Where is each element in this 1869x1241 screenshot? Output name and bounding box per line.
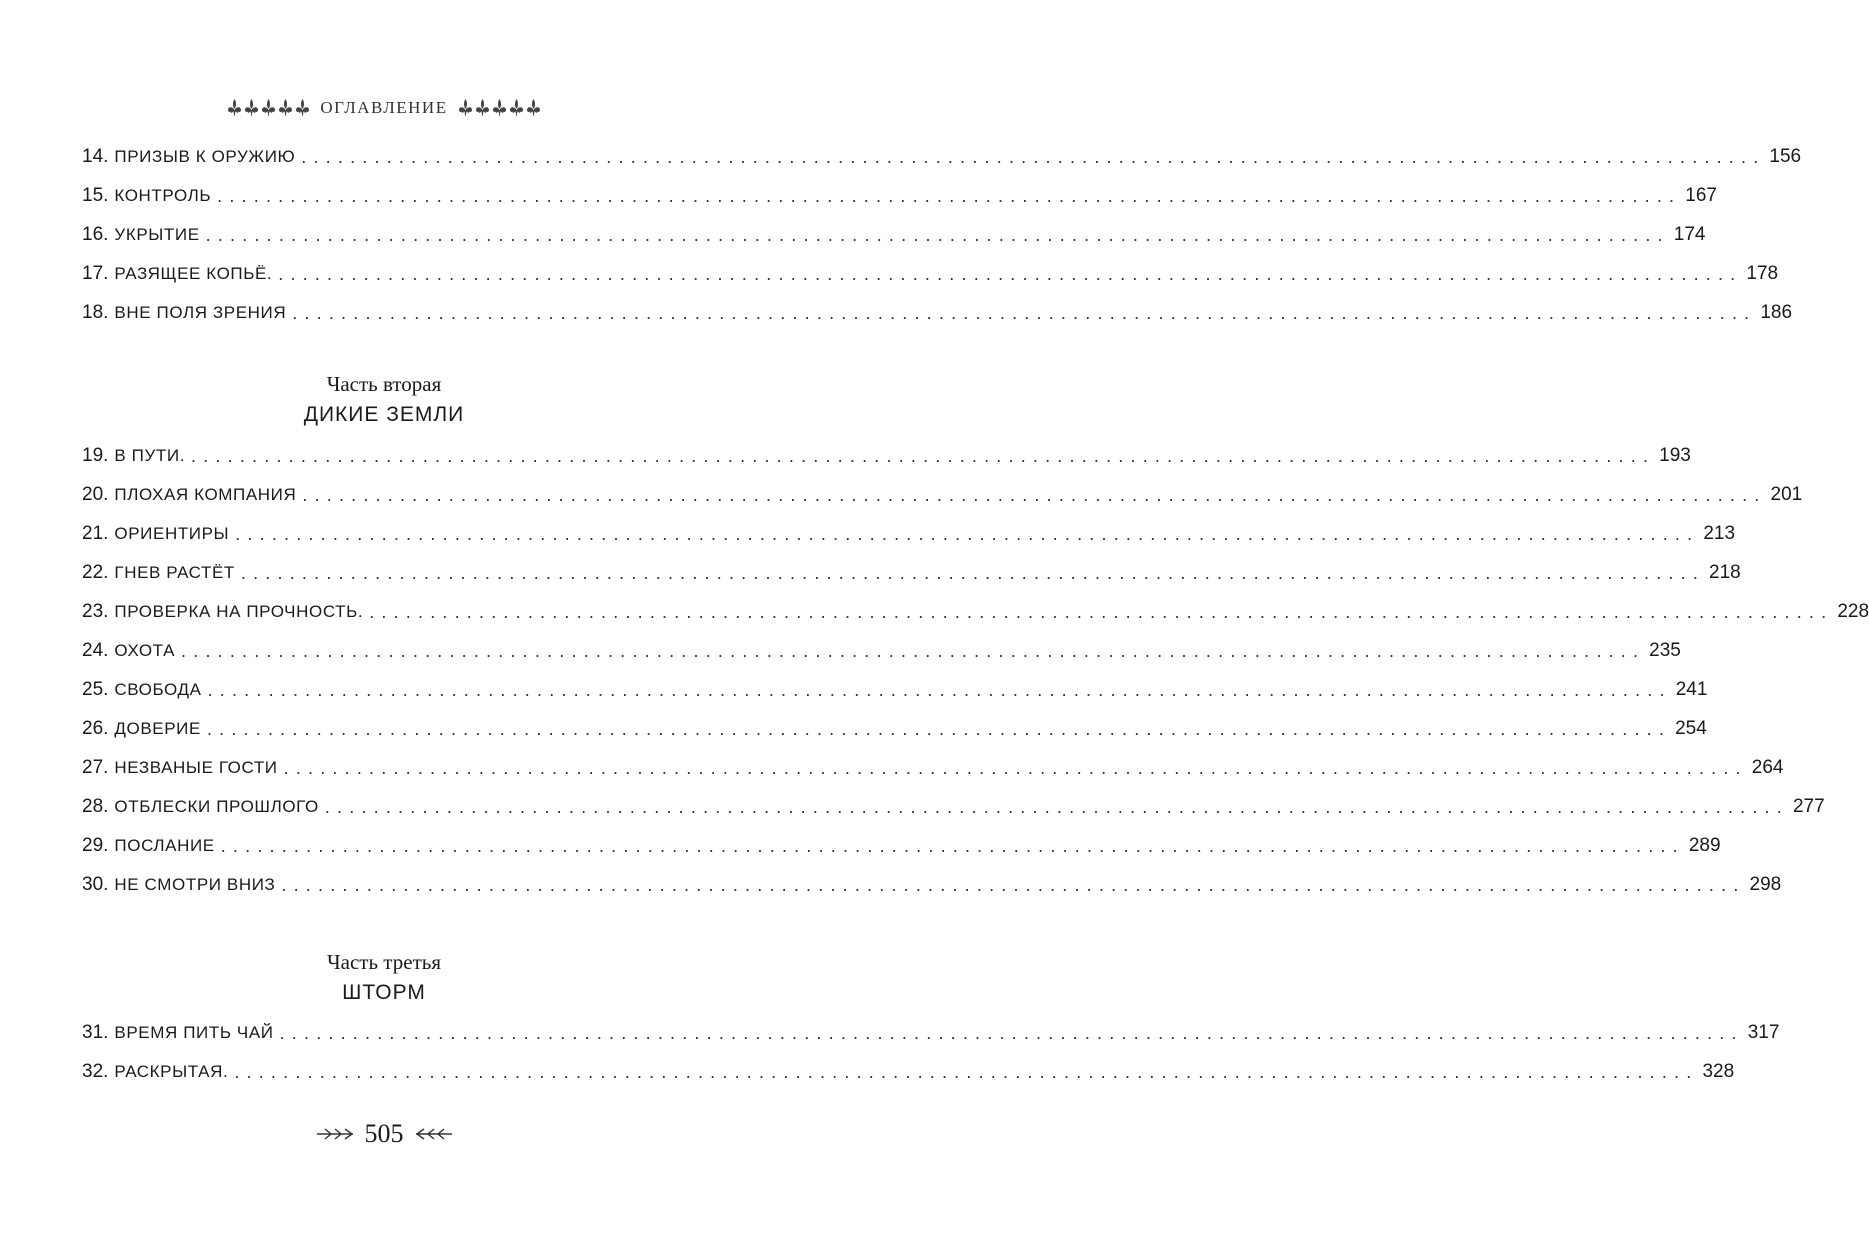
fleur-de-lis-icon: [227, 98, 242, 118]
chapter-number: 29.: [82, 834, 109, 856]
page-ref: 317: [1747, 1021, 1780, 1043]
fleur-de-lis-icon: [458, 98, 541, 118]
chapter-number: 32.: [82, 1060, 109, 1082]
chapter-number: 21.: [82, 522, 109, 544]
toc-entry: [82, 137, 1802, 176]
page-ref: 289: [1688, 834, 1721, 856]
part-label: Часть вторая: [326, 372, 442, 396]
page-ref: 178: [1746, 262, 1779, 284]
toc-section-1: [82, 137, 1802, 332]
page-ref: 193: [1659, 444, 1691, 466]
chapter-number: 14.: [82, 145, 109, 167]
chapter-number: 27.: [82, 756, 109, 778]
chapter-title: ОХОТА: [114, 640, 176, 660]
part-name: ШТОРМ: [342, 981, 426, 1004]
fleur-de-lis-icon: [278, 98, 293, 118]
toc-entry: [82, 865, 1782, 904]
chapter-title: РАСКРЫТАЯ.: [114, 1061, 229, 1081]
fleur-de-lis-icon: [261, 98, 276, 118]
chapter-number: 28.: [82, 795, 109, 817]
part-three-heading: [0, 950, 768, 1005]
page-ref: 186: [1760, 301, 1793, 323]
page-ref: 156: [1769, 145, 1802, 167]
chapter-title: ПЛОХАЯ КОМПАНИЯ: [114, 484, 297, 504]
toc-entry: [82, 215, 1706, 254]
toc-entry: [82, 1052, 1735, 1091]
part-name: ДИКИЕ ЗЕМЛИ: [303, 403, 465, 426]
chapter-number: 23.: [82, 600, 109, 622]
chapter-number: 20.: [82, 483, 109, 505]
fleur-de-lis-icon: [492, 98, 507, 118]
toc-entry: [82, 826, 1721, 865]
toc-entry: [82, 631, 1681, 670]
chapter-title: ГНЕВ РАСТЁТ: [114, 562, 235, 582]
fleur-de-lis-icon: [227, 98, 310, 118]
dot-leader: ........................................................................................................................: [278, 263, 1743, 284]
page-ref: 201: [1770, 483, 1803, 505]
fleur-de-lis-icon: [458, 98, 473, 118]
chapter-title: КОНТРОЛЬ: [114, 185, 212, 205]
chapter-title: ВНЕ ПОЛЯ ЗРЕНИЯ: [114, 302, 287, 322]
fleur-de-lis-icon: [526, 98, 541, 118]
dot-leader: ........................................................................................................................: [324, 796, 1789, 817]
chapter-number: 30.: [82, 873, 109, 895]
chapter-title: ОТБЛЕСКИ ПРОШЛОГО: [114, 796, 319, 816]
chapter-number: 17.: [82, 262, 109, 284]
dot-leader: ........................................................................................................................: [207, 679, 1672, 700]
dot-leader: ........................................................................................................................: [217, 185, 1682, 206]
chapter-title: НЕЗВАНЫЕ ГОСТИ: [114, 757, 278, 777]
toc-entry: [82, 709, 1707, 748]
page-ref: 167: [1685, 184, 1717, 206]
header-title: ОГЛАВЛЕНИЕ: [320, 98, 448, 117]
page-ref: 254: [1675, 717, 1707, 739]
dot-leader: ........................................................................................................................: [206, 718, 1672, 739]
chapter-number: 16.: [82, 223, 109, 245]
toc-entry: [82, 254, 1779, 293]
toc-entry: [82, 475, 1803, 514]
chapter-title: СВОБОДА: [114, 679, 202, 699]
chapter-number: 18.: [82, 301, 109, 323]
chapter-title: В ПУТИ.: [114, 445, 186, 465]
dot-leader: ........................................................................................................................: [191, 445, 1656, 466]
running-header: [0, 94, 768, 122]
dot-leader: ........................................................................................................................: [205, 224, 1670, 245]
chapter-number: 15.: [82, 184, 109, 206]
dot-leader: ........................................................................................................................: [235, 523, 1700, 544]
toc-entry: [82, 553, 1741, 592]
chapter-title: ПРИЗЫВ К ОРУЖИЮ: [114, 146, 296, 166]
toc-entry: [82, 176, 1717, 215]
toc-entry: [82, 1013, 1780, 1052]
fleur-de-lis-icon: [509, 98, 524, 118]
dot-leader: ........................................................................................................................: [302, 484, 1767, 505]
toc-entry: [82, 436, 1691, 475]
page-ref: 213: [1703, 522, 1736, 544]
page-number: 505: [364, 1119, 404, 1148]
dot-leader: ........................................................................................................................: [181, 640, 1646, 661]
page-ref: 241: [1675, 678, 1708, 700]
toc-entry: [82, 670, 1708, 709]
dot-leader: ........................................................................................................................: [281, 874, 1746, 895]
page-ref: 174: [1673, 223, 1706, 245]
page-ref: 228: [1837, 600, 1869, 622]
chapter-title: НЕ СМОТРИ ВНИЗ: [114, 874, 276, 894]
page-ref: 264: [1751, 756, 1784, 778]
chapter-number: 24.: [82, 639, 109, 661]
chapter-title: ПРОВЕРКА НА ПРОЧНОСТЬ.: [114, 601, 364, 621]
toc-entry: [82, 514, 1736, 553]
dot-leader: ........................................................................................................................: [220, 835, 1685, 856]
chapter-number: 26.: [82, 717, 109, 739]
page-ref: 328: [1702, 1060, 1735, 1082]
chapter-title: ДОВЕРИЕ: [114, 718, 201, 738]
chapter-title: УКРЫТИЕ: [114, 224, 200, 244]
dot-leader: ........................................................................................................................: [292, 302, 1757, 323]
arrow-feather-icon: [414, 1126, 454, 1142]
chapter-number: 31.: [82, 1021, 109, 1043]
chapter-title: ВРЕМЯ ПИТЬ ЧАЙ: [114, 1022, 274, 1042]
dot-leader: ........................................................................................................................: [279, 1022, 1744, 1043]
page-ref: 218: [1709, 561, 1741, 583]
chapter-number: 22.: [82, 561, 109, 583]
chapter-title: ПОСЛАНИЕ: [114, 835, 215, 855]
dot-leader: ........................................................................................................................: [369, 601, 1834, 622]
chapter-number: 19.: [82, 444, 109, 466]
chapter-title: РАЗЯЩЕЕ КОПЬЁ.: [114, 263, 273, 283]
page-ref: 277: [1792, 795, 1825, 817]
arrow-feather-icon: [315, 1126, 355, 1142]
page-ref: 298: [1749, 873, 1782, 895]
toc-entry: [82, 293, 1793, 332]
dot-leader: ........................................................................................................................: [240, 562, 1706, 583]
page-footer: [0, 1118, 768, 1150]
toc-entry: [82, 787, 1825, 826]
chapter-number: 25.: [82, 678, 109, 700]
page-ref: 235: [1649, 639, 1681, 661]
part-two-heading: [0, 372, 768, 427]
chapter-title: ОРИЕНТИРЫ: [114, 523, 230, 543]
toc-section-2: [82, 436, 1869, 904]
dot-leader: ........................................................................................................................: [301, 146, 1766, 167]
toc-section-3: [82, 1013, 1780, 1091]
fleur-de-lis-icon: [244, 98, 259, 118]
fleur-de-lis-icon: [475, 98, 490, 118]
toc-entry: [82, 748, 1784, 787]
fleur-de-lis-icon: [295, 98, 310, 118]
dot-leader: ........................................................................................................................: [283, 757, 1748, 778]
dot-leader: ........................................................................................................................: [234, 1061, 1699, 1082]
part-label: Часть третья: [327, 950, 441, 974]
toc-entry: [82, 592, 1869, 631]
